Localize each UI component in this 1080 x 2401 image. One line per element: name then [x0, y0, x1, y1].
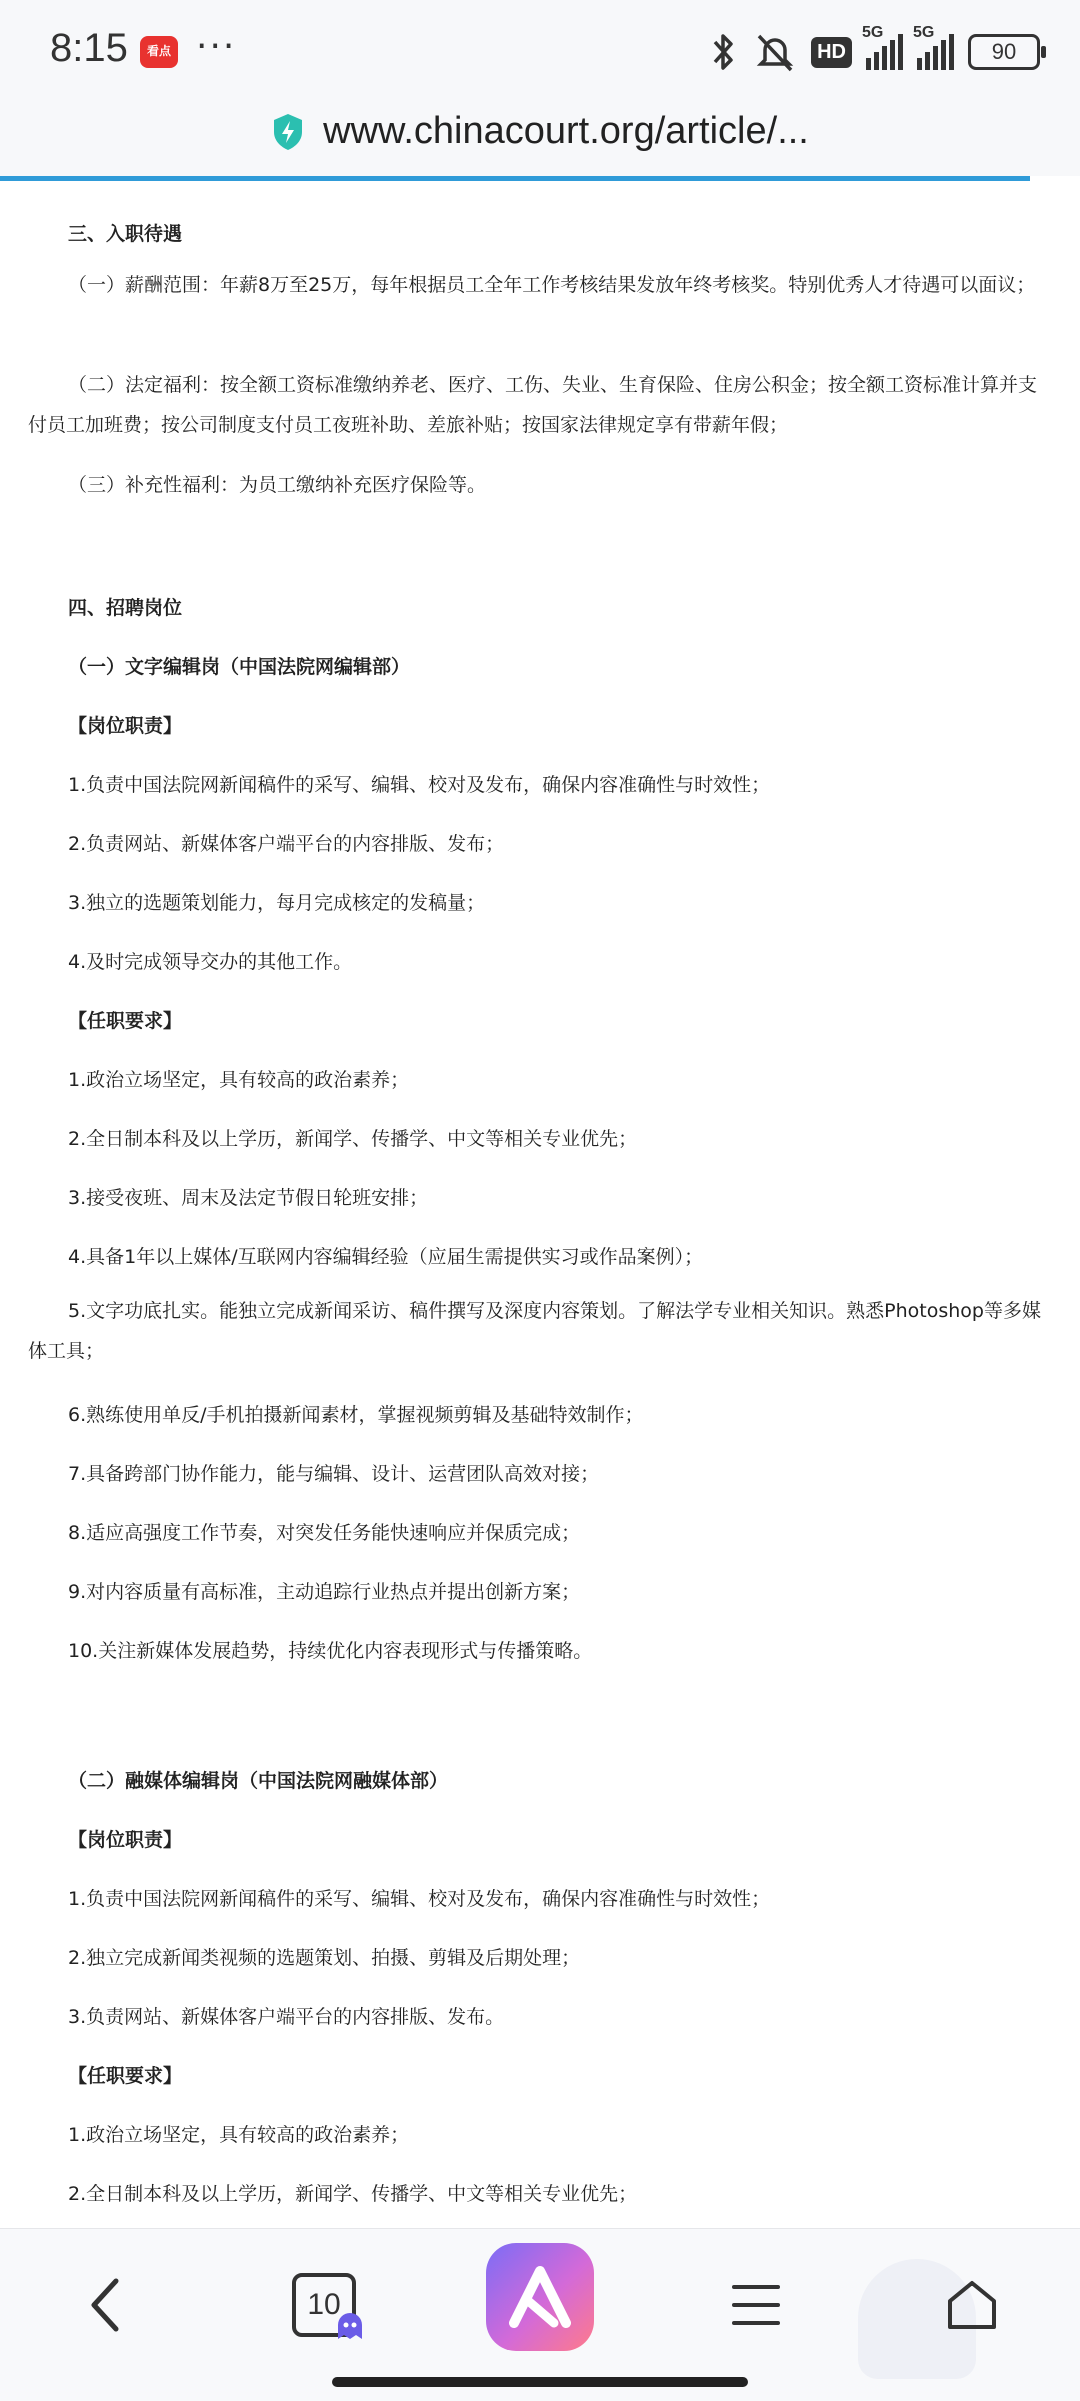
menu-icon: [730, 2281, 782, 2329]
list-item: 2.负责网站、新媒体客户端平台的内容排版、发布；: [68, 833, 505, 855]
section-heading: 四、招聘岗位: [68, 597, 183, 619]
list-item: 1.政治立场坚定，具有较高的政治素养；: [68, 1069, 410, 1091]
list-item: 1.政治立场坚定，具有较高的政治素养；: [68, 2124, 410, 2146]
list-item: 9.对内容质量有高标准，主动追踪行业热点并提出创新方案；: [68, 1581, 581, 1603]
tabs-button[interactable]: [274, 2255, 374, 2355]
list-item: 3.负责网站、新媒体客户端平台的内容排版、发布。: [68, 2006, 505, 2028]
list-item: 1.负责中国法院网新闻稿件的采写、编辑、校对及发布，确保内容准确性与时效性；: [68, 774, 771, 796]
list-item: 2.全日制本科及以上学历，新闻学、传播学、中文等相关专业优先；: [68, 2183, 638, 2205]
ai-assistant-icon: [486, 2243, 594, 2351]
list-item: 8.适应高强度工作节奏，对突发任务能快速响应并保质完成；: [68, 1522, 581, 1544]
security-shield-icon[interactable]: [271, 112, 305, 152]
list-item: 2.全日制本科及以上学历，新闻学、传播学、中文等相关专业优先；: [68, 1128, 638, 1150]
back-arrow-icon: [86, 2275, 126, 2335]
bottom-navigation: [0, 2228, 1080, 2401]
menu-button[interactable]: [706, 2255, 806, 2355]
hd-voice-badge: HD: [811, 37, 852, 68]
battery-icon: 90: [968, 34, 1040, 70]
list-item: 4.及时完成领导交办的其他工作。: [68, 951, 353, 973]
tab-count: 10: [292, 2273, 356, 2337]
signal-strength-sim1-icon: 5G: [866, 34, 903, 70]
url-text[interactable]: www.chinacourt.org/article/...: [323, 110, 809, 152]
job-title: （二）融媒体编辑岗（中国法院网融媒体部）: [68, 1770, 449, 1792]
address-bar[interactable]: [0, 100, 1080, 176]
list-item: 10.关注新媒体发展趋势，持续优化内容表现形式与传播策略。: [68, 1640, 593, 1662]
paragraph-supplementary: （三）补充性福利：为员工缴纳补充医疗保险等。: [68, 474, 487, 496]
duties-heading: 【岗位职责】: [68, 715, 183, 737]
ghost-badge-icon: [336, 2311, 364, 2341]
app-notification-icon: 看点: [140, 36, 178, 68]
article-content: [0, 181, 1080, 2227]
gesture-home-indicator[interactable]: [332, 2377, 748, 2387]
requirements-heading: 【任职要求】: [68, 2065, 183, 2087]
bluetooth-icon: [707, 32, 739, 72]
duties-heading: 【岗位职责】: [68, 1829, 183, 1851]
paragraph-salary: （一）薪酬范围：年薪8万至25万，每年根据员工全年工作考核结果发放年终考核奖。特别优秀人才待遇可以面议；: [68, 274, 1036, 296]
home-button[interactable]: [922, 2255, 1022, 2355]
ai-assistant-button[interactable]: [486, 2243, 594, 2351]
status-icons: [707, 24, 1040, 74]
list-item: 6.熟练使用单反/手机拍摄新闻素材，掌握视频剪辑及基础特效制作；: [68, 1404, 644, 1426]
list-item: 7.具备跨部门协作能力，能与编辑、设计、运营团队高效对接；: [68, 1463, 600, 1485]
list-item: 1.负责中国法院网新闻稿件的采写、编辑、校对及发布，确保内容准确性与时效性；: [68, 1888, 771, 1910]
list-item: 3.接受夜班、周末及法定节假日轮班安排；: [68, 1187, 429, 1209]
more-notifications-icon: ···: [196, 26, 237, 67]
list-item: 5.文字功底扎实。能独立完成新闻采访、稿件撰写及深度内容策划。了解法学专业相关知识。熟悉Photoshop等多媒体工具；: [28, 1300, 1041, 1362]
job-title: （一）文字编辑岗（中国法院网编辑部）: [68, 656, 411, 678]
home-icon: [944, 2277, 1000, 2333]
section-heading: 三、入职待遇: [68, 223, 183, 245]
back-button[interactable]: [56, 2255, 156, 2355]
list-item: 3.独立的选题策划能力，每月完成核定的发稿量；: [68, 892, 486, 914]
mute-bell-icon: [753, 32, 797, 72]
list-item: 2.独立完成新闻类视频的选题策划、拍摄、剪辑及后期处理；: [68, 1947, 581, 1969]
paragraph-benefits: （二）法定福利：按全额工资标准缴纳养老、医疗、工伤、失业、生育保险、住房公积金；按全额工资标准计算并支付员工加班费；按公司制度支付员工夜班补助、差旅补贴；按国家法律规定享有带薪年假；: [28, 374, 1038, 436]
requirements-heading: 【任职要求】: [68, 1010, 183, 1032]
list-item: 4.具备1年以上媒体/互联网内容编辑经验（应届生需提供实习或作品案例）；: [68, 1246, 704, 1268]
status-time: 8:15: [50, 26, 128, 70]
signal-strength-sim2-icon: 5G: [917, 34, 954, 70]
status-bar: [0, 0, 1080, 100]
